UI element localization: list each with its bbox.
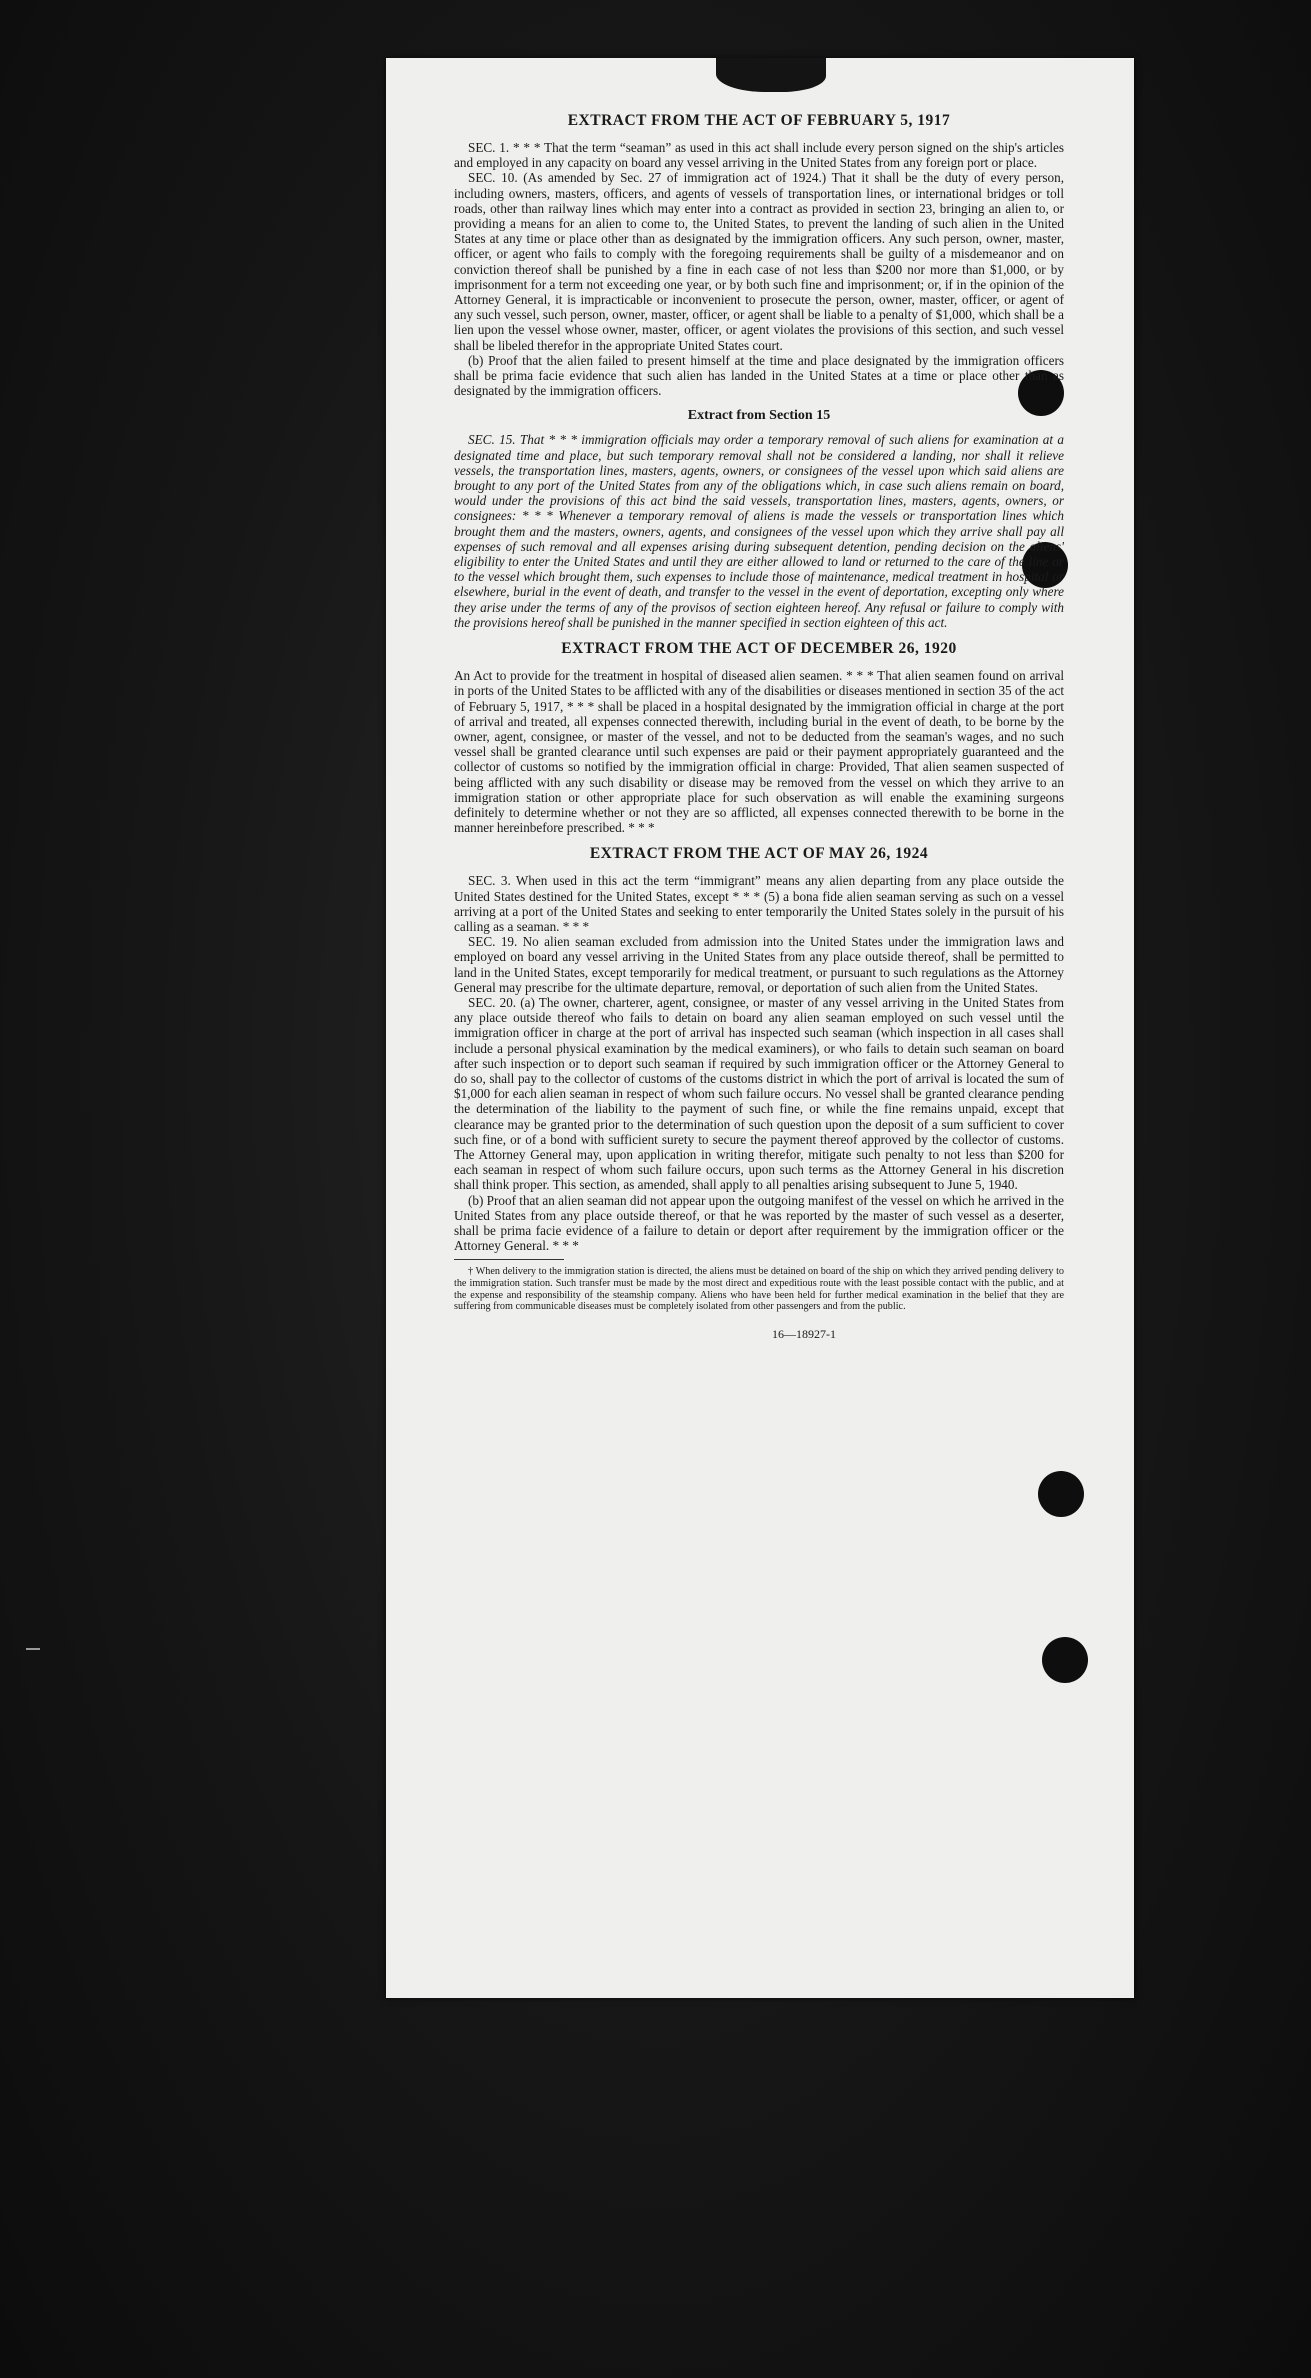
footnote-text: † When delivery to the immigration station is directed, the aliens must be detained on board of the ship on which they arrived pending delivery to the immigration station. Such transfer must be made by the most direct and expeditious route with the least possible contact with the public, and at the expense and responsibility of the steamship company. Aliens who have been held for further medical examination in the belief that they are suffering from communicable diseases must be completely isolated from other passengers and from the public. [454, 1266, 1064, 1313]
document-page [386, 58, 1134, 1998]
section-act-1924 [454, 845, 1064, 1253]
section-act-1920 [454, 640, 1064, 835]
paragraph: SEC. 19. No alien seaman excluded from admission into the United States under the immigration laws and employed on board any vessel arriving in the United States from any place outside thereof, shall be permitted to land in the United States, except temporarily for medical treatment, or pursuant to such regulations as the Attorney General may prescribe for the ultimate departure, removal, or deportation of such alien from the United States. [454, 934, 1064, 995]
punch-hole [1042, 1637, 1088, 1683]
paragraph: (b) Proof that the alien failed to present himself at the time and place designated by the immigration officers shall be prima facie evidence that such alien has landed in the United States at a time or place other than as designated by the immigration officers. [454, 352, 1064, 399]
paragraph: An Act to provide for the treatment in hospital of diseased alien seamen. * * * That alien seamen found on arrival in ports of the United States to be afflicted with any of the disabilities or diseases mentioned in section 35 of the act of February 5, 1917, * * * shall be placed in a hospital designated by the immigration official in charge at the port of arrival and treated, all expenses connected therewith, including burial in the event of death, to be borne by the owner, agent, consignee, or master of the vessel, and not to be deducted from the seaman's wages, and no such vessel shall be granted clearance until such expenses are paid or their payment appropriately guaranteed and the collector of customs so notified by the immigration official in charge: Provided, That alien seamen suspected of being afflicted with any such disability or disease may be removed from the vessel on which they arrive to an immigration station or other appropriate place for such observation as will enable the examining surgeons definitely to determine whether or not they are so afflicted, all expenses connected therewith to be borne in the manner hereinbefore prescribed. * * * [454, 668, 1064, 836]
section-heading: EXTRACT FROM THE ACT OF MAY 26, 1924 [589, 845, 929, 863]
torn-edge [716, 58, 826, 92]
paragraph: (b) Proof that an alien seaman did not appear upon the outgoing manifest of the vessel on which he arrived in the United States from any place outside thereof, or that he was reported by the master of such vessel as a deserter, shall be prima facie evidence of a failure to detain or deport after requirement by the immigration officer or the Attorney General. * * * [454, 1192, 1064, 1254]
paragraph: SEC. 3. When used in this act the term “immigrant” means any alien departing from any place outside the United States destined for the United States, except * * * (5) a bona fide alien seaman serving as such on a vessel arriving at a port of the United States and seeking to enter temporarily the United States solely in the pursuit of his calling as a seaman. * * * [454, 873, 1064, 934]
footnote-divider [454, 1259, 564, 1260]
section-15-extract [454, 408, 1064, 630]
paragraph: SEC. 10. (As amended by Sec. 27 of immigration act of 1924.) That it shall be the duty of every person, including owners, masters, officers, and agents of vessels of transportation lines, or international bridges or toll roads, other than railway lines which may enter into a contract as provided in section 23, bringing an alien to, or providing a means for an alien to come to, the United States, to prevent the landing of such alien in the United States at any time or place other than as designated by the immigration officers. Any such person, owner, master, officer, or agent who fails to comply with the foregoing requirements shall be guilty of a misdemeanor and on conviction thereof shall be punished by a fine in each case of not less than $200 nor more than $1,000, or by imprisonment for a term not exceeding one year, or by both such fine and imprisonment; or, if in the opinion of the Attorney General, it is impracticable or inconvenient to prosecute the person, owner, master, officer, or agent of any such vessel, such person, owner, master, officer, or agent shall be liable to a penalty of $1,000, which shall be a lien upon the vessel whose owner, master, officer, or agent violates the provisions of this section, and such vessel shall be libeled therefor in the appropriate United States court. [454, 170, 1064, 353]
section-heading: EXTRACT FROM THE ACT OF FEBRUARY 5, 1917 [567, 112, 951, 129]
form-number: 16—18927-1 [772, 1326, 836, 1341]
document-body [454, 102, 1064, 1342]
section-subheading: Extract from Section 15 [687, 408, 831, 424]
paragraph: SEC. 1. * * * That the term “seaman” as used in this act shall include every person signed on the ship's articles and employed in any capacity on board any vessel arriving in the United States from any foreign port or place. [454, 140, 1064, 171]
section-act-1917 [454, 112, 1064, 398]
paragraph: SEC. 20. (a) The owner, charterer, agent, consignee, or master of any vessel arriving in the United States from any place outside thereof who fails to detain on board any alien seaman employed on such vessel until the immigration officer in charge at the port of arrival has inspected such seaman (which inspection in all cases shall include a personal physical examination by the medical examiners), or who fails to detain such seaman on board after such inspection or to deport such seaman if required by such immigration officer or the Attorney General to do so, shall pay to the collector of customs of the customs district in which the port of arrival is located the sum of $1,000 for each alien seaman in respect of whom such failure occurs. No vessel shall be granted clearance pending the determination of the liability to the payment of such fine, or while the fine remains unpaid, except that clearance may be granted prior to the determination of such question upon the deposit of a sum sufficient to cover such fine, or of a bond with sufficient surety to secure the payment thereof approved by the collector of customs. The Attorney General may, upon application in writing therefor, mitigate such penalty to not less than $200 for each seaman in respect of whom such failure occurs, upon such terms as the Attorney General in his discretion shall think proper. This section, as amended, shall apply to all penalties arising subsequent to June 5, 1940. [454, 994, 1064, 1193]
punch-hole [1038, 1471, 1084, 1517]
footnote [454, 1266, 1064, 1312]
section-heading: EXTRACT FROM THE ACT OF DECEMBER 26, 1920 [561, 640, 957, 658]
paragraph: SEC. 15. That * * * immigration officials may order a temporary removal of such aliens for examination at a designated time and place, but such temporary removal shall not be considered a landing, nor shall it relieve vessels, the transportation lines, masters, agents, owners, or consignees of the vessel upon which said aliens are brought to any port of the United States from any of the obligations which, in case such aliens remain on board, would under the provisions of this act bind the said vessels, transportation lines, masters, agents, owners, or consignees: * * * Whenever a temporary removal of aliens is made the vessels or transportation lines which brought them and the masters, owners, agents, and consignees of the vessel upon which they arrive shall pay all expenses of such removal and all expenses arising during subsequent detention, pending decision on the aliens' eligibility to enter the United States and until they are either allowed to land or returned to the care of the line or to the vessel which brought them, such expenses to include those of maintenance, medical treatment in hospital or elsewhere, burial in the event of death, and transfer to the vessel in the event of deportation, excepting only where they arise under the terms of any of the provisos of section eighteen hereof. Any refusal or failure to comply with the provisions hereof shall be punished in the manner specified in section eighteen of this act. [454, 432, 1064, 630]
margin-mark [26, 1648, 40, 1650]
